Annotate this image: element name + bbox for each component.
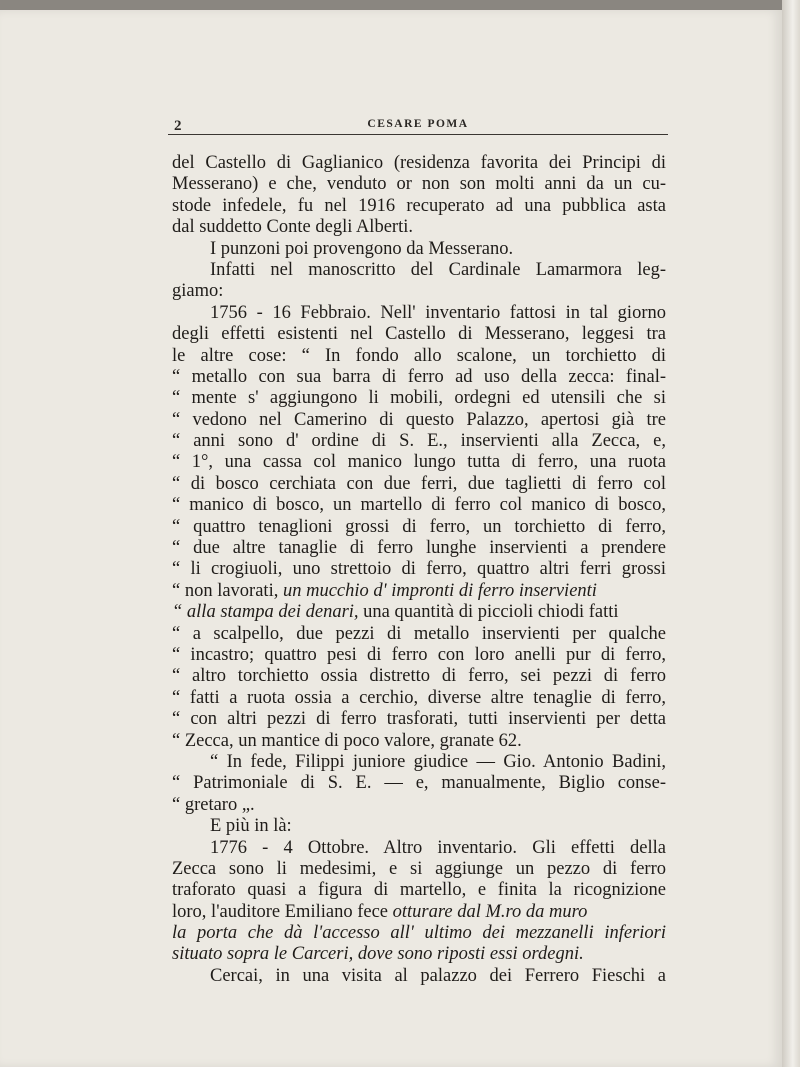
quoted-line: “ 1°, una cassa col manico lungo tutta di ferro, una ruota <box>172 452 666 473</box>
quoted-line: “ gretaro „. <box>172 794 255 815</box>
quoted-line: “ incastro; quattro pesi di ferro con loro anelli pur di ferro, <box>172 644 666 665</box>
italic-segment: situato sopra le Carceri, dove sono riposti essi ordegni. <box>172 944 584 965</box>
quoted-line: “ metallo con sua barra di ferro ad uso della zecca: final- <box>172 366 666 387</box>
text-line: traforato quasi a figura di martello, e finita la ricognizione <box>172 880 666 901</box>
quoted-line: “ li crogiuoli, uno strettoio di ferro, quattro altri ferri grossi <box>172 559 666 580</box>
text-line: stode infedele, fu nel 1916 recuperato ad una pubblica asta <box>172 195 666 216</box>
quoted-line: “ di bosco cerchiata con due ferri, due taglietti di ferro col <box>172 473 666 494</box>
italic-segment: “ alla stampa dei denari, <box>172 602 359 623</box>
quoted-line: “ con altri pezzi di ferro trasforati, tutti inservienti per detta <box>172 709 666 730</box>
text-line: degli effetti esistenti nel Castello di Messerano, leggesi tra <box>172 324 666 345</box>
italic-segment: un mucchio d' impronti di ferro inservienti <box>282 580 597 601</box>
quoted-line: “ Patrimoniale di S. E. — e, manualmente, Biglio conse- <box>172 773 666 794</box>
roman-segment: una quantità di piccioli chiodi fatti <box>363 602 619 623</box>
quoted-line-mixed <box>172 581 666 602</box>
text-line: Zecca sono li medesimi, e si aggiunge un pezzo di ferro <box>172 858 666 879</box>
text-line-mixed <box>172 902 666 923</box>
text-line: Messerano) e che, venduto or non son molti anni da un cu- <box>172 174 666 195</box>
text-line: le altre cose: “ In fondo allo scalone, un torchietto di <box>172 345 666 366</box>
quoted-line: “ Zecca, un mantice di poco valore, granate 62. <box>172 730 522 751</box>
quoted-line: “ anni sono d' ordine di S. E., inservienti alla Zecca, e, <box>172 431 666 452</box>
quoted-line: “ manico di bosco, un martello di ferro col manico di bosco, <box>172 495 666 516</box>
text-line: dal suddetto Conte degli Alberti. <box>172 217 413 238</box>
header-rule <box>168 134 668 135</box>
quoted-line: “ In fede, Filippi juniore giudice — Gio. Antonio Badini, <box>210 751 666 772</box>
text-line: Infatti nel manoscritto del Cardinale Lamarmora leg- <box>210 259 666 280</box>
text-line: giamo: <box>172 281 224 302</box>
italic-segment: la porta che dà l'accesso all' ultimo dei mezzanelli inferiori <box>172 923 666 944</box>
page-number: 2 <box>174 118 182 134</box>
italic-line <box>172 923 666 944</box>
quoted-line: “ mente s' aggiungono li mobili, ordegni ed utensili che si <box>172 388 666 409</box>
body-text <box>172 153 666 987</box>
text-line: E più in là: <box>210 816 292 837</box>
page-edge <box>782 0 800 1067</box>
quoted-line: “ a scalpello, due pezzi di metallo inservienti per qualche <box>172 623 666 644</box>
quoted-line: “ quattro tenaglioni grossi di ferro, un torchietto di ferro, <box>172 516 666 537</box>
quoted-line: “ fatti a ruota ossia a cerchio, diverse altre tenaglie di ferro, <box>172 687 666 708</box>
roman-segment: “ non lavorati, <box>172 580 279 601</box>
quoted-line-mixed <box>172 602 666 623</box>
italic-segment: otturare dal M.ro da muro <box>392 901 588 922</box>
running-head: CESARE POMA <box>367 118 469 130</box>
text-line: del Castello di Gaglianico (residenza favorita dei Principi di <box>172 153 666 173</box>
quoted-line: “ vedono nel Camerino di questo Palazzo, apertosi già tre <box>172 409 666 430</box>
quoted-line: “ due altre tanaglie di ferro lunghe inservienti a prendere <box>172 538 666 559</box>
italic-line <box>172 944 666 965</box>
text-line: 1776 - 4 Ottobre. Altro inventario. Gli effetti della <box>210 837 666 858</box>
quoted-line: “ altro torchietto ossia distretto di ferro, sei pezzi di ferro <box>172 666 666 687</box>
text-line: 1756 - 16 Febbraio. Nell' inventario fattosi in tal giorno <box>210 302 666 323</box>
page-header <box>168 112 668 134</box>
text-line: I punzoni poi provengono da Messerano. <box>210 238 514 259</box>
roman-segment: loro, l'auditore Emiliano fece <box>172 901 389 922</box>
text-line: Cercai, in una visita al palazzo dei Ferrero Fieschi a <box>210 965 666 986</box>
